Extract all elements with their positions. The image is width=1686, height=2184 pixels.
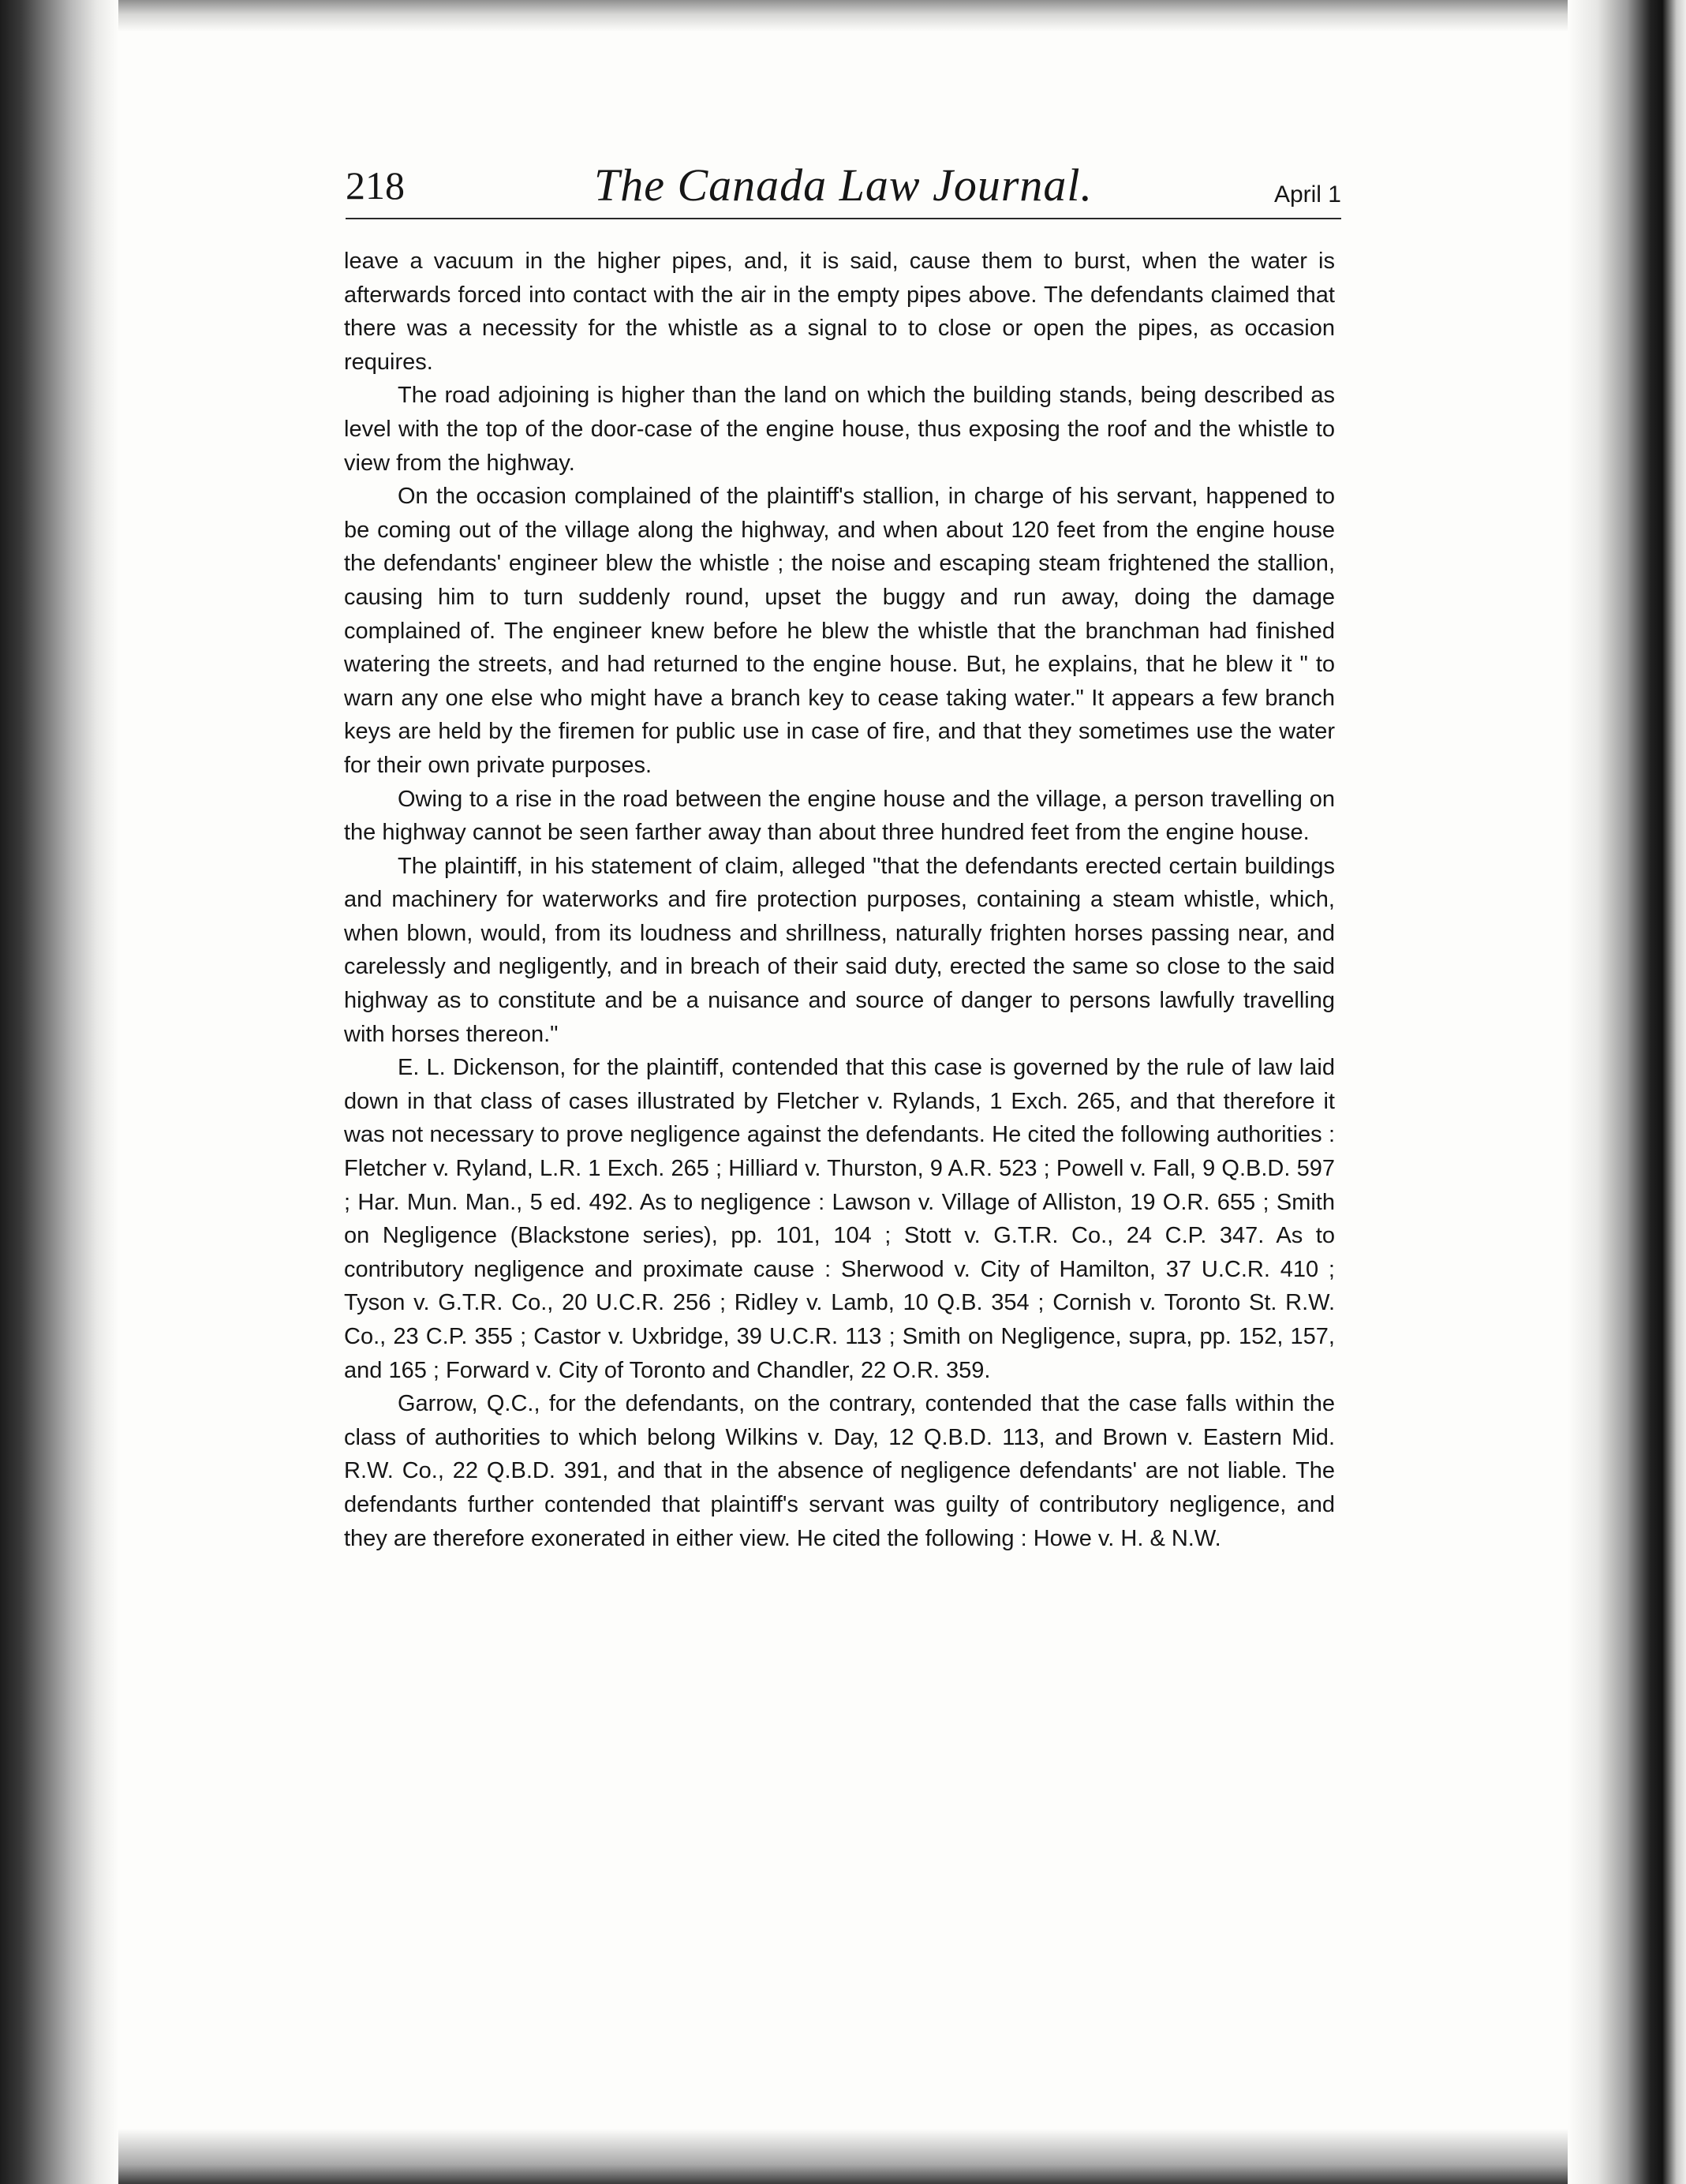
page-edge-top: [118, 0, 1568, 32]
running-header: [346, 155, 1341, 219]
paragraph-3: On the occasion complained of the plaintiff's stallion, in charge of his servant, happened to be coming out of the village along the highway, and when about 120 feet from the engine house the defendants' engineer blew the whistle ; the noise and escaping steam frightened the stallion, causing him to turn suddenly round, upset the buggy and run away, doing the damage complained of. The engineer knew before he blew the whistle that the branchman had finished watering the streets, and had returned to the engine house. But, he explains, that he blew it " to warn any one else who might have a branch key to cease taking water." It appears a few branch keys are held by the firemen for public use in case of fire, and that they sometimes use the water for their own private purposes.: [344, 484, 1335, 778]
page-edge-right: [1568, 0, 1686, 2184]
journal-title: The Canada Law Journal.: [593, 159, 1093, 211]
paragraph-1: leave a vacuum in the higher pipes, and, it is said, cause them to burst, when the water is afterwards forced into contact with the air in the empty pipes above. The defendants claimed that there was a necessity for the whistle as a signal to to close or open the pipes, as occasion requires.: [344, 249, 1335, 375]
book-binding-shadow: [0, 0, 118, 2184]
paragraph-6: E. L. Dickenson, for the plaintiff, contended that this case is governed by the rule of law laid down in that class of cases illustrated by Fletcher v. Rylands, 1 Exch. 265, and that therefore it was not necessary to prove negligence against the defendants. He cited the following authorities : Fletcher v. Ryland, L.R. 1 Exch. 265 ; Hilliard v. Thurston, 9 A.R. 523 ; Powell v. Fall, 9 Q.B.D. 597 ; Har. Mun. Man., 5 ed. 492. As to negligence : Lawson v. Village of Alliston, 19 O.R. 655 ; Smith on Negligence (Blackstone series), pp. 101, 104 ; Stott v. G.T.R. Co., 24 C.P. 347. As to contributory negligence and proximate cause : Sherwood v. City of Hamilton, 37 U.C.R. 410 ; Tyson v. G.T.R. Co., 20 U.C.R. 256 ; Ridley v. Lamb, 10 Q.B. 354 ; Cornish v. Toronto St. R.W. Co., 23 C.P. 355 ; Castor v. Uxbridge, 39 U.C.R. 113 ; Smith on Negligence, supra, pp. 152, 157, and 165 ; Forward v. City of Toronto and Chandler, 22 O.R. 359.: [344, 1055, 1335, 1383]
paragraph-7: Garrow, Q.C., for the defendants, on the contrary, contended that the case falls within the class of authorities to which belong Wilkins v. Day, 12 Q.B.D. 113, and Brown v. Eastern Mid. R.W. Co., 22 Q.B.D. 391, and that in the absence of negligence defendants' are not liable. The defendants further contended that plaintiff's servant was guilty of contributory negligence, and they are therefore exonerated in either view. He cited the following : Howe v. H. & N.W.: [344, 1391, 1335, 1551]
article-body: [344, 245, 1335, 1555]
paragraph-4: Owing to a rise in the road between the engine house and the village, a person travelling on the highway cannot be seen farther away than about three hundred feet from the engine house.: [344, 786, 1335, 846]
paragraph-2: The road adjoining is higher than the land on which the building stands, being described as level with the top of the door-case of the engine house, thus exposing the roof and the whistle to view from the highway.: [344, 383, 1335, 476]
paragraph-5: The plaintiff, in his statement of claim, alleged "that the defendants erected certain buildings and machinery for waterworks and fire protection purposes, containing a steam whistle, which, when blown, would, from its loudness and shrillness, naturally frighten horses passing near, and carelessly and negligently, and in breach of their said duty, erected the same so close to the said highway as to constitute and be a nuisance and source of danger to persons lawfully travelling with horses thereon.": [344, 853, 1335, 1047]
issue-date: April 1: [1273, 181, 1341, 208]
page-number: 218: [346, 163, 405, 208]
page-edge-bottom: [118, 2129, 1568, 2184]
